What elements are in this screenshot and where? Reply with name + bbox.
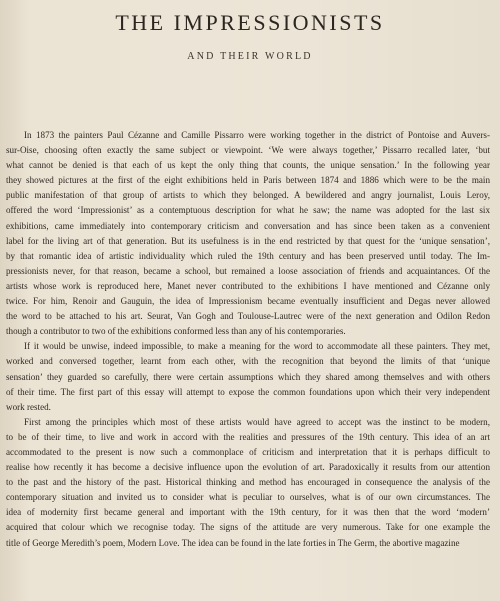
text-line: title of George Meredith’s poem, Modern Love. The idea can be found in the late forties in The Germ, the abortive magazine: [6, 537, 460, 548]
text-line: public manifestation of that group of artists to which they belonged. A bewildered and angry journalist, Louis Leroy,: [6, 190, 490, 201]
page-subtitle: AND THEIR WORLD: [187, 51, 313, 62]
text-line: what cannot be denied is that each of us kept the only thing that counts, the unique sensation.’ In the following year: [6, 160, 490, 171]
text-line: to the past and the history of the past. Historical thinking and method has encouraged in consequence the analysis of the: [6, 477, 490, 488]
text-line: In 1873 the painters Paul Cézanne and Camille Pissarro were working together in the district of Pontoise and Auvers-: [24, 130, 490, 140]
text-line: idea of modernity first became general and important with the 19th century, for it was then that the word ‘modern’: [6, 507, 490, 518]
paragraph-1: [6, 128, 490, 339]
text-line: If it would be unwise, indeed impossible, to make a meaning for the word to accommodate all these painters. They met,: [24, 341, 490, 352]
text-line: pressionists never, for that reason, became a school, but remained a loose association of friends and acquaintances. Of the: [6, 265, 490, 276]
text-line: to be of their time, to live and work in accord with the realities and pressures of the 19th century. This idea of an art: [6, 431, 490, 442]
essay-body: [6, 128, 490, 551]
text-line: though a contributor to two of the exhibitions conformed less than any of his contemporaries.: [6, 326, 346, 337]
text-line: acquired that colour which we recognise today. The signs of the attitude are very numerous. Take for one example the: [6, 522, 490, 533]
text-line: realise how recently it has become a decisive influence upon the evolution of art. Paradoxically it results from our attention: [6, 462, 490, 473]
text-line: of their time. The first part of this essay will attempt to expose the common foundations upon which their very independent: [6, 386, 490, 397]
text-line: sur-Oise, choosing often exactly the same subject or viewpoint. ‘We were always together,’ Pissarro recalled later, ‘but: [6, 145, 490, 156]
text-line: accommodated to the present is now such a commonplace of criticism and interpretation that it is perhaps difficult to: [6, 446, 490, 457]
paragraph-3: [6, 415, 490, 551]
text-line: twice. For him, Renoir and Gauguin, the idea of Impressionism became eventually insufficient and Degas never allowed: [6, 296, 490, 307]
text-line: work rested.: [6, 401, 51, 412]
text-line: artists whose work is reproduced here, Manet never contributed to the exhibitions I have mentioned and Cézanne only: [6, 280, 490, 291]
text-line: offered the word ‘Impressionist’ as a contemptuous description for what he saw; the name was adopted for the last six: [6, 205, 490, 216]
text-line: First among the principles which most of these artists would have agreed to accept was the instinct to be modern,: [24, 416, 490, 427]
text-line: by that romantic idea of artistic individuality which ruled the 19th century and has been preserved until today. The Im-: [6, 250, 490, 261]
text-line: sensation’ they guarded so carefully, there were certain assumptions which they shared among themselves and with others: [6, 371, 490, 382]
paragraph-2: [6, 339, 490, 414]
text-line: they showed pictures at the first of the eight exhibitions held in Paris between 1874 and 1886 which were to be the main: [6, 175, 490, 186]
page-title: THE IMPRESSIONISTS: [115, 10, 385, 35]
text-line: the word to be attached to his art. Seurat, Van Gogh and Toulouse-Lautrec were of the next generation and Odilon Redon: [6, 311, 490, 322]
text-line: contemporary situation and invited us to consider what is peculiar to ourselves, what is of our own circumstances. The: [6, 492, 490, 503]
text-line: exhibitions, came immediately into contemporary criticism and conversation and has since been taken as a convenient: [6, 220, 490, 231]
text-line: label for the living art of that generation. But its usefulness is in the end restricted by that quest for the ‘unique sensation’,: [6, 235, 490, 246]
text-line: worked and conversed together, learnt from each other, with the recognition that beyond the limits of that ‘unique: [6, 356, 490, 367]
